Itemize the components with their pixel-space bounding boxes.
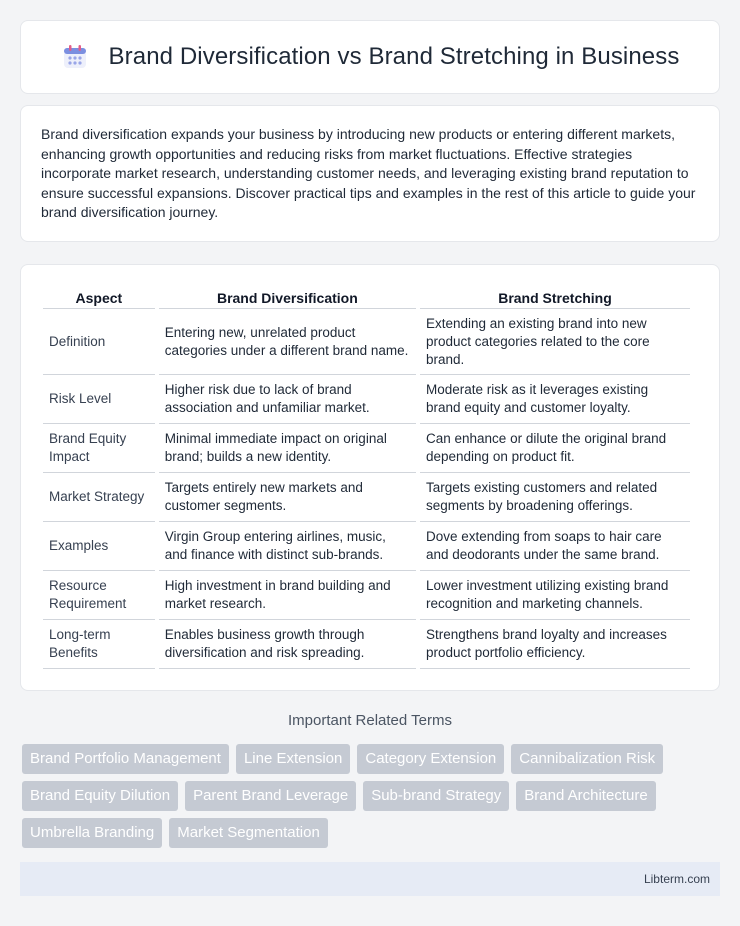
tag-brand-architecture[interactable]: Brand Architecture bbox=[516, 781, 655, 811]
calendar-icon bbox=[61, 43, 89, 71]
tag-umbrella-branding[interactable]: Umbrella Branding bbox=[22, 818, 162, 848]
related-terms bbox=[22, 744, 722, 855]
table-row bbox=[43, 522, 690, 571]
stretching-cell: Lower investment utilizing existing brand recognition and marketing channels. bbox=[420, 571, 690, 620]
stretching-cell: Can enhance or dilute the original brand depending on product fit. bbox=[420, 424, 690, 473]
diversification-cell: Targets entirely new markets and customer segments. bbox=[159, 473, 416, 522]
aspect-cell: Resource Requirement bbox=[43, 571, 155, 620]
footer-site-link[interactable]: Libterm.com bbox=[643, 872, 710, 886]
header-card bbox=[20, 20, 720, 94]
related-terms-title: Important Related Terms bbox=[288, 712, 452, 729]
aspect-cell: Brand Equity Impact bbox=[43, 424, 155, 473]
stretching-cell: Extending an existing brand into new product categories related to the core brand. bbox=[420, 309, 690, 375]
diversification-cell: Virgin Group entering airlines, music, and finance with distinct sub-brands. bbox=[159, 522, 416, 571]
comparison-card bbox=[20, 264, 720, 691]
tag-line-extension[interactable]: Line Extension bbox=[236, 744, 350, 774]
table-row bbox=[43, 375, 690, 424]
intro-text: Brand diversification expands your business by introducing new products or entering different markets, enhancing growth opportunities and reducing risks from market fluctuations. Effective strategies incorporate market research, understanding customer needs, and leveraging existing brand reputation to ensure successful expansions. Discover practical tips and examples in the rest of this article to guide your brand diversification journey. bbox=[41, 126, 696, 220]
stretching-cell: Strengthens brand loyalty and increases product portfolio efficiency. bbox=[420, 620, 690, 669]
diversification-cell: Enables business growth through diversification and risk spreading. bbox=[159, 620, 416, 669]
diversification-cell: High investment in brand building and market research. bbox=[159, 571, 416, 620]
table-row bbox=[43, 309, 690, 375]
table-row bbox=[43, 620, 690, 669]
tag-parent-brand-leverage[interactable]: Parent Brand Leverage bbox=[185, 781, 356, 811]
header-aspect: Aspect bbox=[43, 285, 155, 309]
tag-brand-equity-dilution[interactable]: Brand Equity Dilution bbox=[22, 781, 178, 811]
aspect-cell: Long-term Benefits bbox=[43, 620, 155, 669]
page-title: Brand Diversification vs Brand Stretching in Business bbox=[108, 43, 680, 70]
aspect-cell: Examples bbox=[43, 522, 155, 571]
comparison-table bbox=[39, 285, 694, 669]
aspect-cell: Risk Level bbox=[43, 375, 155, 424]
table-row bbox=[43, 571, 690, 620]
tag-sub-brand-strategy[interactable]: Sub-brand Strategy bbox=[363, 781, 509, 811]
diversification-cell: Entering new, unrelated product categories under a different brand name. bbox=[159, 309, 416, 375]
tag-row bbox=[22, 818, 722, 848]
aspect-cell: Market Strategy bbox=[43, 473, 155, 522]
aspect-cell: Definition bbox=[43, 309, 155, 375]
table-header-row bbox=[43, 285, 690, 309]
stretching-cell: Dove extending from soaps to hair care and deodorants under the same brand. bbox=[420, 522, 690, 571]
table-row bbox=[43, 473, 690, 522]
intro-card bbox=[20, 105, 720, 242]
stretching-cell: Targets existing customers and related segments by broadening offerings. bbox=[420, 473, 690, 522]
footer bbox=[20, 862, 720, 896]
header-brand-stretching: Brand Stretching bbox=[420, 285, 690, 309]
tag-cannibalization-risk[interactable]: Cannibalization Risk bbox=[511, 744, 663, 774]
diversification-cell: Higher risk due to lack of brand association and unfamiliar market. bbox=[159, 375, 416, 424]
table-row bbox=[43, 424, 690, 473]
tag-brand-portfolio-management[interactable]: Brand Portfolio Management bbox=[22, 744, 229, 774]
header-brand-diversification: Brand Diversification bbox=[159, 285, 416, 309]
tag-row bbox=[22, 781, 722, 811]
tag-category-extension[interactable]: Category Extension bbox=[357, 744, 504, 774]
diversification-cell: Minimal immediate impact on original brand; builds a new identity. bbox=[159, 424, 416, 473]
stretching-cell: Moderate risk as it leverages existing brand equity and customer loyalty. bbox=[420, 375, 690, 424]
tag-market-segmentation[interactable]: Market Segmentation bbox=[169, 818, 328, 848]
tag-row bbox=[22, 744, 722, 774]
